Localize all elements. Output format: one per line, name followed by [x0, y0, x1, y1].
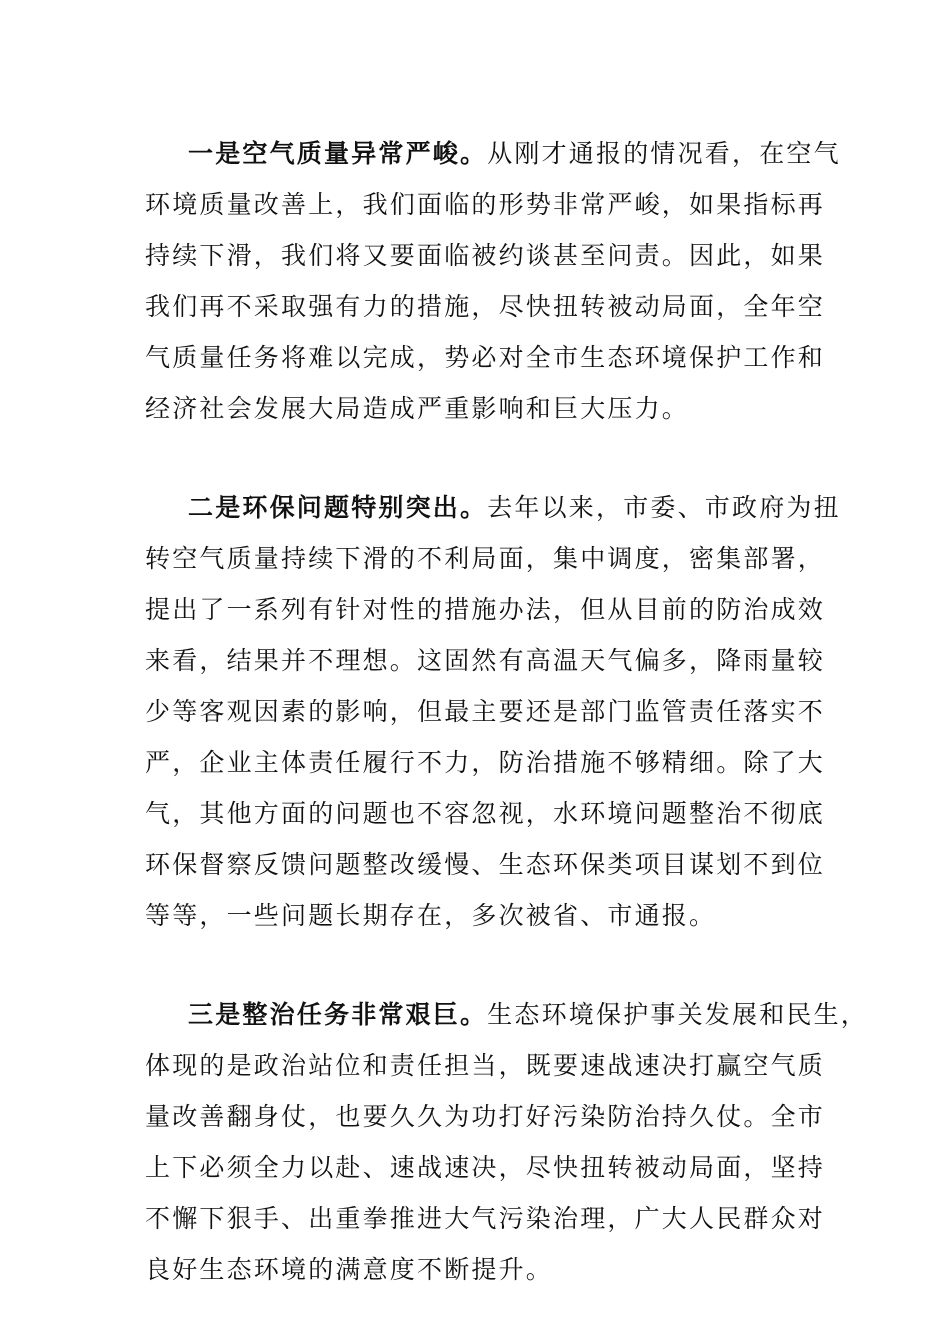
paragraph-line: 气质量任务将难以完成，势必对全市生态环境保护工作和 [145, 343, 826, 372]
paragraph-line: 来看，结果并不理想。这固然有高温天气偏多，降雨量较 [145, 646, 826, 675]
paragraph-text: 去年以来，市委、市政府为扭 [487, 493, 841, 522]
paragraph-line: 严，企业主体责任履行不力，防治措施不够精细。除了大 [145, 748, 826, 777]
paragraph-line: 气，其他方面的问题也不容忽视，水环境问题整治不彻底 [145, 799, 826, 828]
document-body [145, 128, 869, 1295]
paragraph-heading: 一是空气质量异常严峻。 [188, 139, 488, 168]
paragraph-line: 提出了一系列有针对性的措施办法，但从目前的防治成效 [145, 595, 826, 624]
paragraph-text: 生态环境保护事关发展和民生， [487, 1000, 869, 1029]
paragraph-line: 转空气质量持续下滑的不利局面，集中调度，密集部署， [145, 544, 826, 573]
paragraph-line: 我们再不采取强有力的措施，尽快扭转被动局面，全年空 [145, 292, 826, 321]
paragraph-heading: 三是整治任务非常艰巨。 [188, 1000, 488, 1029]
paragraph-line: 持续下滑，我们将又要面临被约谈甚至问责。因此，如果 [145, 241, 826, 270]
paragraph-line: 经济社会发展大局造成严重影响和巨大压力。 [145, 394, 690, 423]
paragraph-line: 等等，一些问题长期存在，多次被省、市通报。 [145, 901, 717, 930]
paragraph-first-line [145, 128, 841, 179]
paragraph-environment-issues [145, 482, 841, 941]
paragraph-line: 少等客观因素的影响，但最主要还是部门监管责任落实不 [145, 697, 826, 726]
paragraph-line: 体现的是政治站位和责任担当，既要速战速决打赢空气质 [145, 1051, 826, 1080]
paragraph-text: 从刚才通报的情况看，在空气 [487, 139, 841, 168]
paragraph-remediation-tasks [145, 989, 869, 1295]
paragraph-line: 环境质量改善上，我们面临的形势非常严峻，如果指标再 [145, 190, 826, 219]
paragraph-first-line [145, 482, 841, 533]
paragraph-air-quality [145, 128, 841, 434]
paragraph-first-line [145, 989, 869, 1040]
paragraph-line: 不懈下狠手、出重拳推进大气污染治理，广大人民群众对 [145, 1204, 826, 1233]
paragraph-line: 环保督察反馈问题整改缓慢、生态环保类项目谋划不到位 [145, 850, 826, 879]
paragraph-line: 良好生态环境的满意度不断提升。 [145, 1255, 554, 1284]
paragraph-line: 上下必须全力以赴、速战速决，尽快扭转被动局面，坚持 [145, 1153, 826, 1182]
paragraph-heading: 二是环保问题特别突出。 [188, 493, 488, 522]
paragraph-line: 量改善翻身仗，也要久久为功打好污染防治持久仗。全市 [145, 1102, 826, 1131]
